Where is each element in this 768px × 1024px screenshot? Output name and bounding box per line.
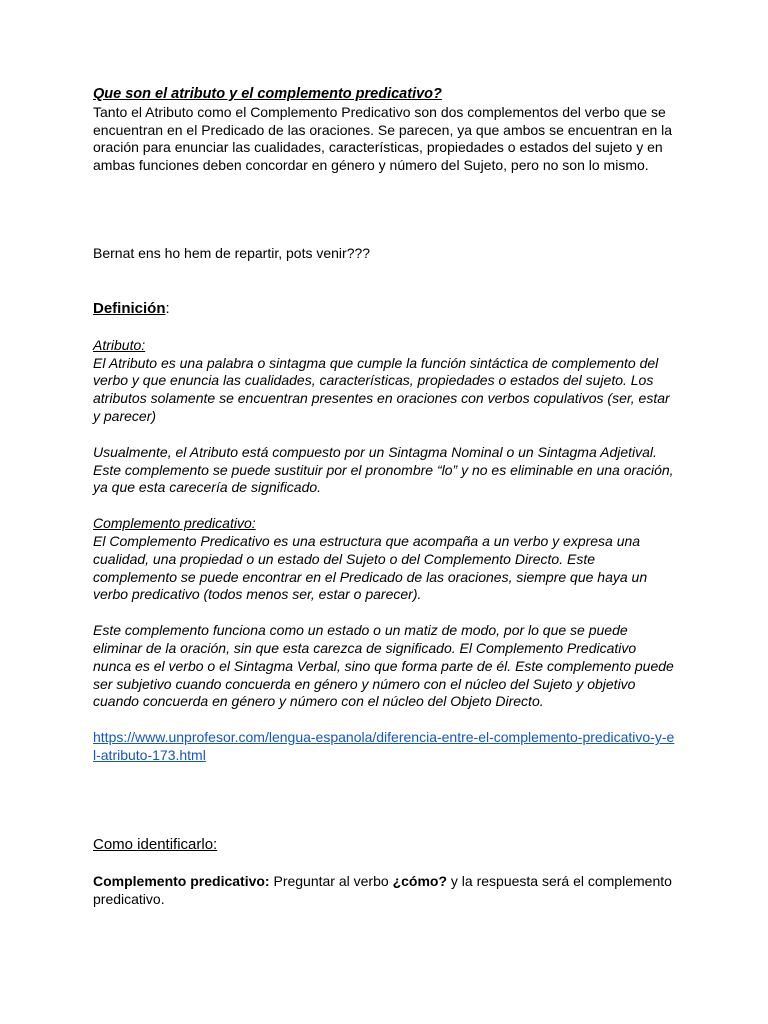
atributo-paragraph-2: Usualmente, el Atributo está compuesto por un Sintagma Nominal o un Sintagma Adjetival. Este complemento se puede sustituir por el pronombre “lo” y no es eliminable en una oración, ya que esta carecería de significado. [93, 443, 674, 496]
spacer [93, 426, 677, 444]
complemento-paragraph-1: El Complemento Predicativo es una estructura que acompaña a un verbo y expresa una cualidad, una propiedad o un estado del Sujeto o del Complemento Directo. Este complemento se puede encontrar en el Predicado de las oraciones, siempre que haya un verbo predicativo (todos menos ser, estar o parecer). [93, 532, 648, 603]
document-title: Que son el atributo y el complemento predicativo? [93, 86, 442, 102]
identify-text-after: y la respuesta será el complemento predicativo. [93, 872, 672, 907]
spacer [93, 855, 677, 873]
definition-heading-text: Definición [93, 299, 166, 317]
spacer [93, 711, 677, 729]
spacer [93, 604, 677, 622]
document-body [93, 86, 677, 908]
definition-heading [93, 299, 677, 319]
spacer [93, 263, 677, 299]
complemento-paragraph-2: Este complemento funciona como un estado o un matiz de modo, por lo que se puede eliminar de la oración, sin que esta carezca de significado. El Complemento Predicativo nunca es el verbo o el Sintagma Verbal, sino que forma parte de él. Este complemento puede ser subjetivo cuando concuerda en género y número con el núcleo del Sujeto y objetivo cuando concuerda en género y número con el núcleo del Objeto Directo. [93, 622, 674, 710]
definition-heading-colon: : [165, 299, 170, 317]
spacer [93, 765, 677, 835]
atributo-label: Atributo: [93, 336, 146, 353]
source-link-paragraph [93, 729, 677, 765]
identify-text-before: Preguntar al verbo [269, 872, 393, 889]
spacer [93, 497, 677, 515]
identify-heading-text: Como identificarlo: [93, 835, 218, 853]
identify-question: ¿cómo? [392, 872, 448, 889]
intro-paragraph: Tanto el Atributo como el Complemento Predicativo son dos complementos del verbo que se encuentran en el Predicado de las oraciones. Se parecen, ya que ambos se encuentran en la oración para enunciar las cualidades, características, propiedades o estados del sujeto y en ambas funciones deben concordar en género y número del Sujeto, pero no son lo mismo. [93, 103, 673, 174]
identify-heading [93, 835, 677, 855]
spacer [93, 319, 677, 337]
atributo-paragraph-1: El Atributo es una palabra o sintagma que cumple la función sintáctica de complemento del verbo y que enuncia las cualidades, características, propiedades o estados del sujeto. Los atributos solamente se encuentran presentes en oraciones con verbos copulativos (ser, estar y parecer) [93, 354, 670, 424]
identify-term: Complemento predicativo: [93, 872, 270, 889]
source-link[interactable]: https://www.unprofesor.com/lengua-espanola/diferencia-entre-el-complemento-predicativo-y-el-atributo-173.html [93, 729, 675, 763]
note-paragraph: Bernat ens ho hem de repartir, pots venir??? [93, 244, 371, 261]
complemento-label: Complemento predicativo: [93, 515, 256, 532]
identify-paragraph [93, 873, 677, 909]
spacer [93, 175, 677, 245]
